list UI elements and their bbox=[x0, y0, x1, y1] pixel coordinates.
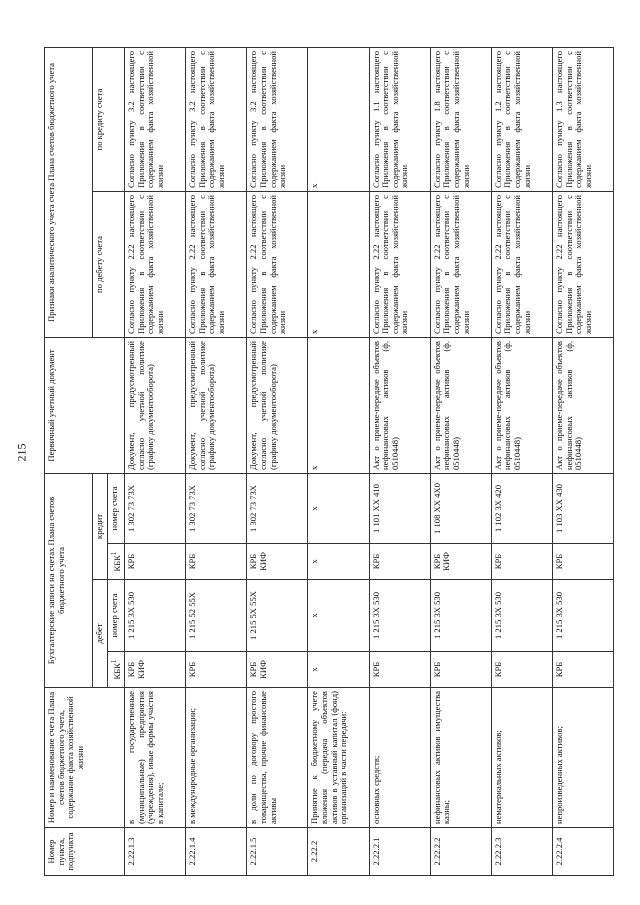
cell-kbk-debit: КРБ bbox=[552, 652, 613, 688]
cell-document: Акт о приеме-передаче объектов нефинансовых активов (ф. 0510448) bbox=[369, 338, 430, 474]
cell-kbk-debit: КРБ bbox=[369, 652, 430, 688]
cell-description: непроизведенных активов; bbox=[552, 688, 613, 828]
cell-description: нематериальных активов; bbox=[491, 688, 552, 828]
table-row bbox=[186, 48, 247, 876]
table-row bbox=[552, 48, 613, 876]
cell-kbk-credit: КРБ bbox=[125, 544, 186, 580]
cell-document: Акт о приеме-передаче объектов нефинансовых активов (ф. 0510448) bbox=[430, 338, 491, 474]
cell-description: в доли по договору простого товарищества, прочие финансовые активы bbox=[247, 688, 308, 828]
cell-account-credit: х bbox=[308, 474, 369, 544]
cell-number: 2.22.2.4 bbox=[552, 828, 613, 876]
cell-number: 2.22.2.1 bbox=[369, 828, 430, 876]
table-body bbox=[125, 48, 614, 876]
header-analytics-credit: по кредиту счета bbox=[93, 48, 125, 192]
cell-analytics-credit: Согласно пункту 3.2 настоящего Приложения в соответствии с содержанием факта хозяйственной жизни bbox=[125, 48, 186, 192]
page-number-strip bbox=[12, 0, 32, 905]
table-row bbox=[308, 48, 369, 876]
cell-analytics-debit: Согласно пункту 2.22 настоящего Приложения в соответствии с содержанием факта хозяйственной жизни bbox=[186, 192, 247, 338]
cell-kbk-credit: КРБ bbox=[186, 544, 247, 580]
table-row bbox=[430, 48, 491, 876]
cell-description: нефинансовых активов имущества казны; bbox=[430, 688, 491, 828]
cell-account-debit: 1 215 3X 530 bbox=[369, 580, 430, 652]
cell-number: 2.22.2 bbox=[308, 828, 369, 876]
cell-account-credit: 1 302 73 73X bbox=[186, 474, 247, 544]
cell-analytics-credit: Согласно пункту 1.3 настоящего Приложения в соответствии с содержанием факта хозяйственной жизни bbox=[552, 48, 613, 192]
table-row bbox=[369, 48, 430, 876]
cell-kbk-credit: КРБ bbox=[491, 544, 552, 580]
cell-kbk-credit: КРБ bbox=[369, 544, 430, 580]
header-kbk-credit: КБК$^1$ bbox=[107, 544, 124, 580]
cell-analytics-credit: х bbox=[308, 48, 369, 192]
cell-description: в международные организации; bbox=[186, 688, 247, 828]
cell-document: Акт о приеме-передаче объектов нефинансовых активов (ф. 0510448) bbox=[491, 338, 552, 474]
cell-analytics-credit: Согласно пункту 1.8 настоящего Приложения в соответствии с содержанием факта хозяйственной жизни bbox=[430, 48, 491, 192]
cell-description: в государственные (муниципальные) предприятия (учреждения), иные формы участия в капитале; bbox=[125, 688, 186, 828]
cell-analytics-debit: Согласно пункту 2.22 настоящего Приложения в соответствии с содержанием факта хозяйственной жизни bbox=[247, 192, 308, 338]
accounting-entries-table bbox=[44, 47, 614, 876]
cell-document: Документ, предусмотренный согласно учетной политике (графику документооборота) bbox=[186, 338, 247, 474]
header-analytics: Признаки аналитического учета счета Плана счетов бюджетного учета bbox=[45, 48, 93, 338]
cell-analytics-credit: Согласно пункту 1.1 настоящего Приложения в соответствии с содержанием факта хозяйственной жизни bbox=[369, 48, 430, 192]
header-credit: кредит bbox=[93, 474, 108, 580]
cell-document: Документ, предусмотренный согласно учетной политике (графику документооборота) bbox=[247, 338, 308, 474]
header-account: Номер и наименование счета Плана счетов бюджетного учета, содержание факта хозяйственной жизни bbox=[45, 688, 125, 828]
cell-analytics-debit: Согласно пункту 2.22 настоящего Приложения в соответствии с содержанием факта хозяйственной жизни bbox=[430, 192, 491, 338]
cell-document: Акт о приеме-передаче объектов нефинансовых активов (ф. 0510448) bbox=[552, 338, 613, 474]
cell-analytics-debit: Согласно пункту 2.22 настоящего Приложения в соответствии с содержанием факта хозяйственной жизни bbox=[369, 192, 430, 338]
page-number: 215 bbox=[14, 443, 29, 462]
header-account-credit: номер счета bbox=[107, 474, 124, 544]
cell-analytics-debit: Согласно пункту 2.22 настоящего Приложения в соответствии с содержанием факта хозяйственной жизни bbox=[552, 192, 613, 338]
cell-account-credit: 1 103 XX 430 bbox=[552, 474, 613, 544]
cell-analytics-credit: Согласно пункту 3.2 настоящего Приложения в соответствии с содержанием факта хозяйственной жизни bbox=[186, 48, 247, 192]
cell-number: 2.22.1.5 bbox=[247, 828, 308, 876]
cell-number: 2.22.2.3 bbox=[491, 828, 552, 876]
header-kbk-debit: КБК$^1$ bbox=[107, 652, 124, 688]
cell-number: 2.22.2.2 bbox=[430, 828, 491, 876]
cell-kbk-debit: КРБ bbox=[430, 652, 491, 688]
cell-number: 2.22.1.4 bbox=[186, 828, 247, 876]
header-account-debit: номер счета bbox=[107, 580, 124, 652]
table-row bbox=[491, 48, 552, 876]
cell-account-credit: 1 302 73 73X bbox=[247, 474, 308, 544]
cell-kbk-debit: КРБ bbox=[186, 652, 247, 688]
cell-description: основных средств; bbox=[369, 688, 430, 828]
cell-account-debit: 1 215 3X 530 bbox=[491, 580, 552, 652]
cell-account-credit: 1 108 XX 4X0 bbox=[430, 474, 491, 544]
cell-description: Принятие к бюджетному учете вложения (передача объектов активов в уставный капитал (фонд) организаций в части передачи: bbox=[308, 688, 369, 828]
header-debit: дебет bbox=[93, 580, 108, 688]
cell-account-debit: 1 215 52 55X bbox=[186, 580, 247, 652]
cell-kbk-credit: КРБ КИФ bbox=[430, 544, 491, 580]
cell-account-debit: х bbox=[308, 580, 369, 652]
cell-account-debit: 1 215 3X 530 bbox=[125, 580, 186, 652]
cell-kbk-debit: КРБ КИФ bbox=[125, 652, 186, 688]
cell-kbk-credit: КРБ bbox=[552, 544, 613, 580]
table-row bbox=[247, 48, 308, 876]
cell-analytics-credit: Согласно пункту 1.2 настоящего Приложения в соответствии с содержанием факта хозяйственной жизни bbox=[491, 48, 552, 192]
header-entries: Бухгалтерские записи на счетах Плана счетов бюджетного учета bbox=[45, 474, 93, 688]
cell-kbk-debit: КРБ bbox=[491, 652, 552, 688]
cell-account-credit: 1 302 73 73X bbox=[125, 474, 186, 544]
header-document: Первичный учетный документ bbox=[45, 338, 125, 474]
cell-account-debit: 1 215 3X 530 bbox=[552, 580, 613, 652]
header-analytics-debit: по дебету счета bbox=[93, 192, 125, 338]
header-number: Номер пункта, подпункта bbox=[45, 828, 125, 876]
cell-kbk-credit: х bbox=[308, 544, 369, 580]
cell-account-debit: 1 215 3X 530 bbox=[430, 580, 491, 652]
rotated-table-container bbox=[44, 48, 614, 876]
table-row bbox=[125, 48, 186, 876]
cell-analytics-debit: х bbox=[308, 192, 369, 338]
cell-number: 2.22.1.3 bbox=[125, 828, 186, 876]
cell-analytics-credit: Согласно пункту 3.2 настоящего Приложения в соответствии с содержанием факта хозяйственной жизни bbox=[247, 48, 308, 192]
cell-document: х bbox=[308, 338, 369, 474]
cell-account-credit: 1 102 3X 420 bbox=[491, 474, 552, 544]
cell-kbk-credit: КРБ КИФ bbox=[247, 544, 308, 580]
cell-kbk-debit: х bbox=[308, 652, 369, 688]
cell-analytics-debit: Согласно пункту 2.22 настоящего Приложения в соответствии с содержанием факта хозяйственной жизни bbox=[125, 192, 186, 338]
cell-document: Документ, предусмотренный согласно учетной политике (графику документооборота) bbox=[125, 338, 186, 474]
cell-account-debit: 1 215 5X 55X bbox=[247, 580, 308, 652]
cell-kbk-debit: КРБ КИФ bbox=[247, 652, 308, 688]
cell-account-credit: 1 101 XX 410 bbox=[369, 474, 430, 544]
cell-analytics-debit: Согласно пункту 2.22 настоящего Приложения в соответствии с содержанием факта хозяйственной жизни bbox=[491, 192, 552, 338]
